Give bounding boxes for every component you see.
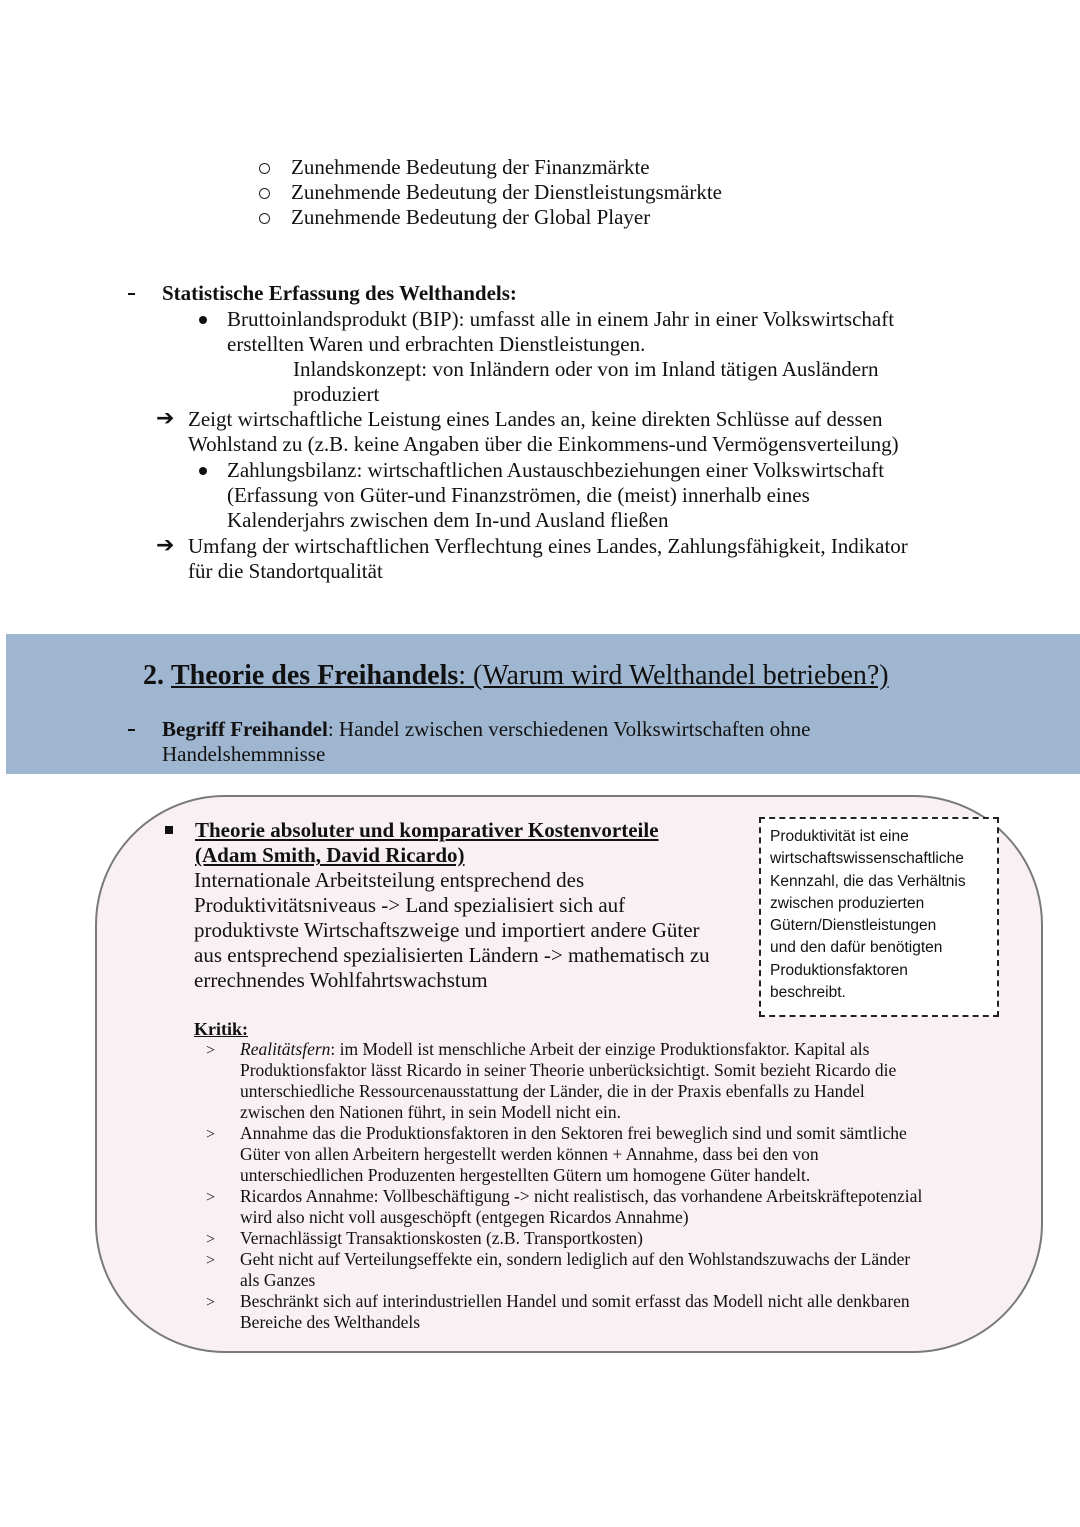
chevron-right-icon: > [206, 1294, 216, 1311]
bip-line: Bruttoinlandsprodukt (BIP): umfasst alle in einem Jahr in einer Volkswirtschaft [227, 307, 895, 331]
kritik-item-line: unterschiedliche Ressourcenausstattung der Länder, die in der Praxis ebenfalls zu Handel [240, 1081, 865, 1101]
kritik-label: Kritik: [194, 1019, 248, 1039]
inland-line: Inlandskonzept: von Inländern oder von im Inland tätigen Ausländern [293, 357, 879, 381]
arrow-note: Umfang der wirtschaftlichen Verflechtung eines Landes, Zahlungsfähigkeit, Indikator [188, 534, 908, 558]
kritik-item-line: Produktionsfaktor lässt Ricardo in seiner Theorie unberücksichtigt. Somit bezieht Ricardo die [240, 1060, 897, 1080]
kritik-item-line: als Ganzes [240, 1270, 316, 1290]
inland-line: produziert [293, 382, 380, 406]
arrow-note: für die Standortqualität [188, 559, 383, 583]
kritik-item: Geht nicht auf Verteilungseffekte ein, sondern lediglich auf den Wohlstandszuwachs der Länder [240, 1249, 911, 1269]
chevron-right-icon: > [206, 1042, 216, 1059]
chevron-right-icon: > [206, 1189, 216, 1206]
kritik-item-line: unterschiedlichen Produzenten hergestellten Gütern um homogene Güter handelt. [240, 1165, 811, 1185]
arrow-note: Zeigt wirtschaftliche Leistung eines Landes an, keine direkten Schlüsse auf dessen [188, 407, 883, 431]
bip-line: erstellten Waren und erbrachten Dienstleistungen. [227, 332, 646, 356]
list-item: Zunehmende Bedeutung der Finanzmärkte [291, 155, 650, 179]
note-line: Produktionsfaktoren [770, 961, 908, 979]
kritik-item: Annahme das die Produktionsfaktoren in den Sektoren frei beweglich sind und somit sämtliche [240, 1123, 907, 1143]
circle-bullet-icon [259, 188, 270, 199]
kritik-item: Ricardos Annahme: Vollbeschäftigung -> nicht realistisch, das vorhandene Arbeitskräftepotenzial [240, 1186, 923, 1206]
chevron-right-icon: > [206, 1231, 216, 1248]
list-item: Zunehmende Bedeutung der Global Player [291, 205, 651, 229]
chevron-right-icon: > [206, 1252, 216, 1269]
note-line: Produktivität ist eine [770, 828, 909, 845]
theory-body: aus entsprechend spezialisierten Ländern -> mathematisch zu [194, 943, 710, 967]
definition-note [759, 817, 999, 1017]
section-title: 2. Theorie des Freihandels: (Warum wird Welthandel betrieben?) [143, 660, 889, 691]
bullet-icon [199, 467, 207, 475]
kritik-item-line: zwischen den Nationen führt, in sein Modell nicht ein. [240, 1102, 622, 1122]
theory-body: errechnendes Wohlfahrtswachstum [194, 968, 488, 992]
kritik-item: Beschränkt sich auf interindustriellen Handel und somit erfasst das Modell nicht alle denkbaren [240, 1291, 910, 1311]
section-heading: Statistische Erfassung des Welthandels: [162, 281, 517, 305]
kritik-item: Realitätsfern: im Modell ist menschliche Arbeit der einzige Produktionsfaktor. Kapital als [240, 1039, 870, 1059]
zb-line: Zahlungsbilanz: wirtschaftlichen Austauschbeziehungen einer Volkswirtschaft [227, 458, 885, 482]
theory-body: Internationale Arbeitsteilung entsprechend des [194, 868, 585, 892]
chevron-right-icon: > [206, 1126, 216, 1143]
begriff-line: Handelshemmnisse [162, 742, 326, 766]
kritik-item-line: wird also nicht voll ausgeschöpft (entgegen Ricardos Annahme) [240, 1207, 689, 1227]
zb-line: (Erfassung von Güter-und Finanzströmen, die (meist) innerhalb eines [227, 483, 810, 507]
note-line: Kennzahl, die das Verhältnis [770, 872, 966, 890]
theory-body: Produktivitätsniveaus -> Land spezialisiert sich auf [194, 893, 626, 917]
note-line: wirtschaftswissenschaftliche [770, 850, 964, 868]
kritik-item-line: Bereiche des Welthandels [240, 1312, 421, 1332]
list-item: Zunehmende Bedeutung der Dienstleistungsmärkte [291, 180, 722, 204]
bullet-icon [199, 316, 207, 324]
dash-bullet-icon [128, 293, 135, 295]
arrow-note: Wohlstand zu (z.B. keine Angaben über die Einkommens-und Vermögensverteilung) [188, 432, 899, 456]
square-bullet-icon [165, 826, 173, 834]
theory-title: (Adam Smith, David Ricardo) [195, 843, 465, 867]
kritik-item-line: Güter von allen Arbeitern hergestellt werden können + Annahme, dass bei den von [240, 1144, 819, 1164]
note-line: beschreibt. [770, 984, 846, 1002]
arrow-right-icon: ➔ [156, 533, 175, 558]
note-line: und den dafür benötigten [770, 939, 943, 957]
note-line: zwischen produzierten [770, 894, 925, 912]
arrow-right-icon: ➔ [156, 406, 175, 431]
circle-bullet-icon [259, 163, 270, 174]
begriff-line: Begriff Freihandel: Handel zwischen verschiedenen Volkswirtschaften ohne [162, 717, 811, 741]
dash-bullet-icon [128, 729, 135, 731]
circle-bullet-icon [259, 213, 270, 224]
theory-title: Theorie absoluter und komparativer Kostenvorteile [195, 818, 659, 842]
zb-line: Kalenderjahrs zwischen dem In-und Ausland fließen [227, 508, 669, 532]
kritik-item: Vernachlässigt Transaktionskosten (z.B. Transportkosten) [240, 1228, 643, 1248]
note-line: Gütern/Dienstleistungen [770, 917, 937, 935]
theory-body: produktivste Wirtschaftszweige und importiert andere Güter [194, 918, 700, 942]
